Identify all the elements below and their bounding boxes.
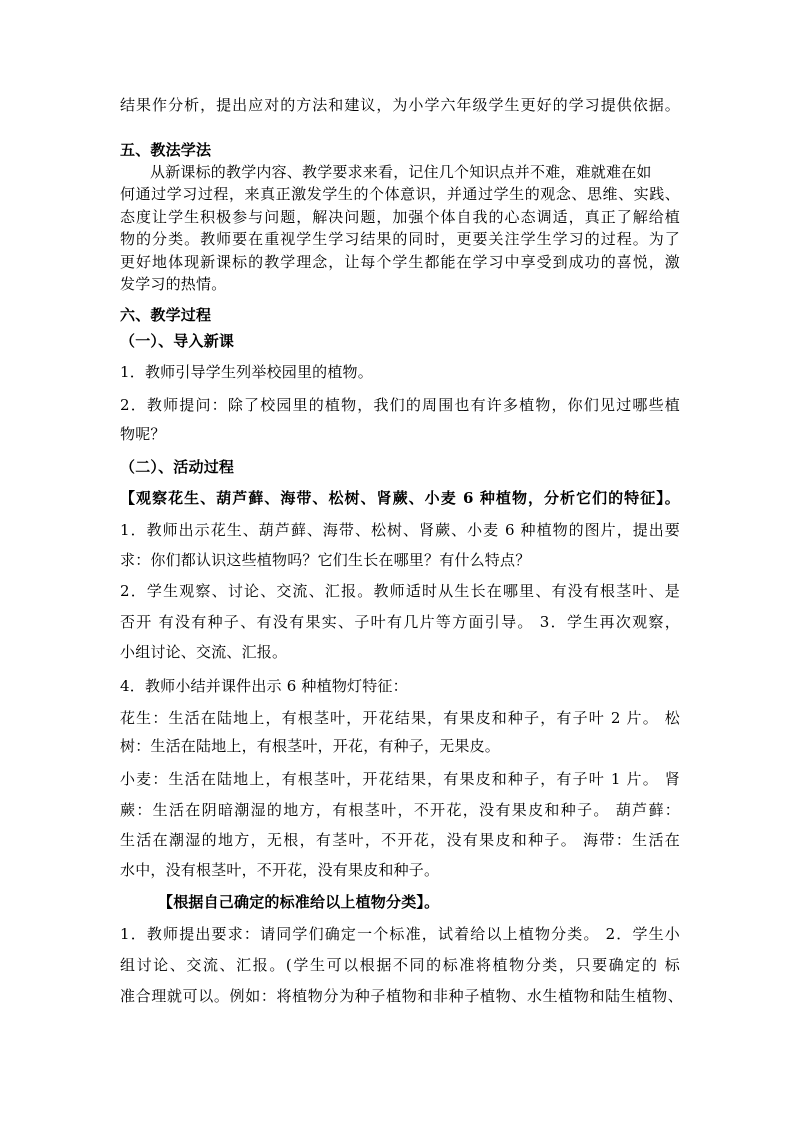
paragraph-line: 物的分类。教师要在重视学生学习结果的同时，更要关注学生学习的过程。为了 xyxy=(120,230,680,248)
paragraph-line: 态度让学生积极参与问题，解决问题，加强个体自我的心态调适，真正了解给植 xyxy=(120,208,680,226)
paragraph-line: 何通过学习过程，来真正激发学生的个体意识，并通过学生的观念、思维、实践、 xyxy=(120,185,680,203)
paragraph-line: 水中，没有根茎叶，不开花，没有果皮和种子。 xyxy=(120,861,440,879)
paragraph-line: 2．学生观察、讨论、交流、汇报。教师适时从生长在哪里、有没有根茎叶、是 xyxy=(120,582,680,600)
paragraph-line: 结果作分析，提出应对的方法和建议，为小学六年级学生更好的学习提供依据。 xyxy=(120,96,680,114)
paragraph-line: 生活在潮湿的地方，无根，有茎叶，不开花，没有果皮和种子。 海带：生活在 xyxy=(120,831,680,849)
paragraph-line: 蕨：生活在阴暗潮湿的地方，有根茎叶，不开花，没有果皮和种子。 葫芦藓： xyxy=(120,801,680,819)
paragraph-line: 小组讨论、交流、汇报。 xyxy=(120,643,288,661)
activity-heading-observe: 【观察花生、葫芦藓、海带、松树、肾蕨、小麦 6 种植物，分析它们的特征】。 xyxy=(120,489,680,507)
paragraph-line: 更好地体现新课标的教学理念，让每个学生都能在学习中享受到成功的喜悦，激 xyxy=(120,253,680,271)
paragraph-line: 从新课标的教学内容、教学要求来看，记住几个知识点并不难，难就难在如 xyxy=(150,163,652,181)
paragraph-line: 花生：生活在陆地上，有根茎叶，开花结果，有果皮和种子，有子叶 2 片。 松 xyxy=(120,709,680,727)
subsection-heading-activity: （二）、活动过程 xyxy=(120,458,235,476)
section-heading-teaching-methods: 五、教法学法 xyxy=(120,141,212,159)
activity-heading-classify: 【根据自己确定的标准给以上植物分类】。 xyxy=(158,893,440,911)
section-heading-teaching-process: 六、教学过程 xyxy=(120,306,212,324)
subsection-heading-intro: （一）、导入新课 xyxy=(120,332,235,350)
paragraph-line: 发学习的热情。 xyxy=(120,275,227,293)
paragraph-line: 否开 有没有种子、有没有果实、子叶有几片等方面引导。 3．学生再次观察， xyxy=(120,613,680,631)
paragraph-line: 2．教师提问：除了校园里的植物，我们的周围也有许多植物，你们见过哪些植 xyxy=(120,396,680,414)
paragraph-line: 1．教师提出要求：请同学们确定一个标准，试着给以上植物分类。 2．学生小 xyxy=(120,925,680,943)
paragraph-line: 1．教师出示花生、葫芦藓、海带、松树、肾蕨、小麦 6 种植物的图片，提出要 xyxy=(120,521,680,539)
paragraph-line: 小麦：生活在陆地上，有根茎叶，开花结果，有果皮和种子，有子叶 1 片。 肾 xyxy=(120,770,680,788)
paragraph-line: 准合理就可以。例如：将植物分为种子植物和非种子植物、水生植物和陆生植物、 xyxy=(120,987,683,1005)
paragraph-line: 树：生活在陆地上，有根茎叶，开花，有种子，无果皮。 xyxy=(120,737,501,755)
paragraph-line: 求：你们都认识这些植物吗？它们生长在哪里？有什么特点？ xyxy=(120,551,531,569)
paragraph-line: 4．教师小结并课件出示 6 种植物灯特征： xyxy=(120,677,408,695)
paragraph-line: 物呢？ xyxy=(120,425,166,443)
paragraph-line: 1．教师引导学生列举校园里的植物。 xyxy=(120,363,373,381)
paragraph-line: 组讨论、交流、汇报。(学生可以根据不同的标准将植物分类，只要确定的 标 xyxy=(120,956,680,974)
